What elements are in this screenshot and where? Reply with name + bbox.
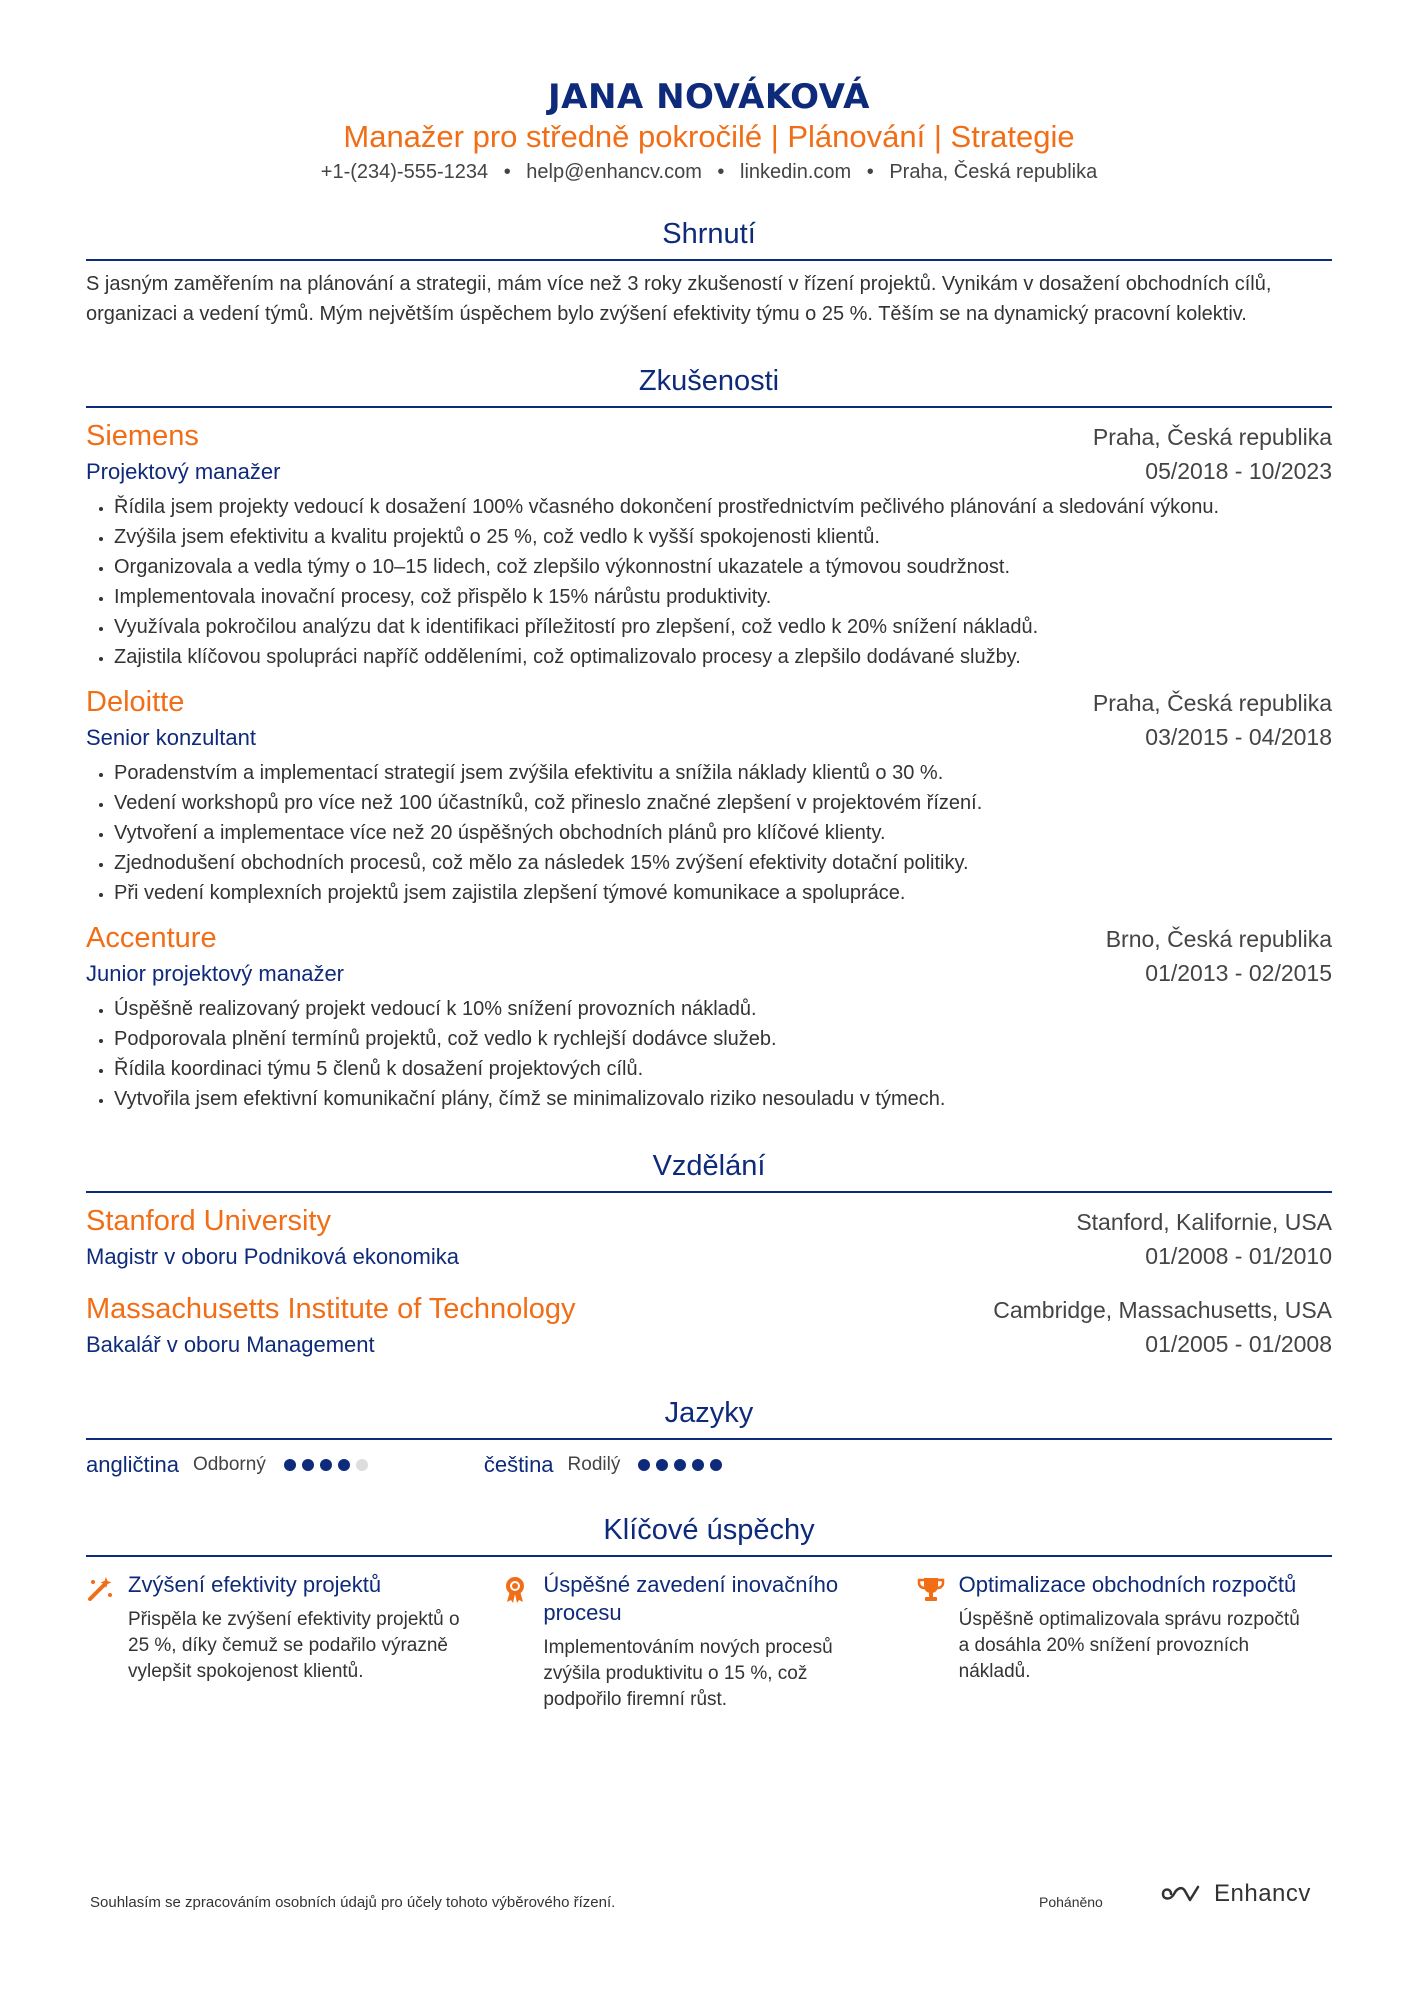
phone: +1-(234)-555-1234	[320, 161, 489, 183]
achievement-text: Přispěla ke zvýšení efektivity projektů o 25 %, díky čemuž se podařilo výrazně vylepšit spokojenost klientů.	[128, 1609, 460, 1682]
rating-dot-filled	[656, 1459, 668, 1471]
bullet: • Vytvoření a implementace více než 20 úspěšných obchodních plánů pro klíčové klienty.	[114, 818, 1332, 848]
degree: Bakalář v oboru Management	[86, 1332, 375, 1357]
degree: Magistr v oboru Podniková ekonomika	[86, 1244, 459, 1269]
bullet: • Implementovala inovační procesy, což přispělo k 15% nárůstu produktivity.	[114, 582, 1332, 612]
section-title-education: Vzdělání	[86, 1148, 1332, 1193]
rating-dot-filled	[320, 1459, 332, 1471]
powered-by-label: Poháněno	[1039, 1894, 1103, 1910]
job-title: Senior konzultant	[86, 725, 256, 750]
section-title-experience: Zkušenosti	[86, 363, 1332, 408]
summary-section	[86, 216, 1332, 329]
experience-section	[86, 363, 1332, 1114]
job-bullets	[86, 758, 1332, 908]
school-location: Cambridge, Massachusetts, USA	[993, 1297, 1332, 1323]
section-title-achievements: Klíčové úspěchy	[86, 1512, 1332, 1557]
job-bullets	[86, 492, 1332, 672]
rating-dot-filled	[284, 1459, 296, 1471]
rating-dot-filled	[674, 1459, 686, 1471]
school-name: Stanford University	[86, 1205, 331, 1237]
education-dates: 01/2008 - 01/2010	[1145, 1243, 1332, 1269]
bullet: • Organizovala a vedla týmy o 10–15 lidech, což zlepšilo výkonnostní ukazatele a týmovou soudržnost.	[114, 552, 1332, 582]
headline: Manažer pro středně pokročilé | Plánování | Strategie	[343, 119, 1075, 154]
company-name: Accenture	[86, 922, 217, 954]
bullet: • Úspěšně realizovaný projekt vedoucí k 10% snížení provozních nákladů.	[114, 994, 1332, 1024]
bullet: • Vytvořila jsem efektivní komunikační plány, čímž se minimalizovalo riziko nesouladu v týmech.	[114, 1084, 1332, 1114]
award-ribbon-icon	[501, 1575, 531, 1713]
separator: •	[717, 161, 725, 183]
rating-dot-filled	[302, 1459, 314, 1471]
job-dates: 01/2013 - 02/2015	[1145, 960, 1332, 986]
achievement-item	[917, 1571, 1306, 1713]
language-item	[484, 1452, 729, 1478]
achievement-title: Optimalizace obchodních rozpočtů	[958, 1572, 1297, 1597]
language-level: Odborný	[192, 1454, 266, 1475]
job-location: Praha, Česká republika	[1092, 424, 1332, 450]
achievement-text: Implementováním nových procesů zvýšila produktivitu o 15 %, což podpořilo firemní růst.	[543, 1637, 833, 1710]
linkedin-link[interactable]: linkedin.com	[740, 161, 852, 183]
job-location: Brno, Česká republika	[1105, 926, 1332, 952]
bullet: • Poradenstvím a implementací strategií jsem zvýšila efektivitu a snížila náklady klientů o 30 %.	[114, 758, 1332, 788]
achievements-section	[86, 1512, 1332, 1713]
infinity-logo-icon	[1160, 1883, 1204, 1905]
bullet: • Zajistila klíčovou spolupráci napříč odděleními, což optimalizovalo procesy a zlepšilo dodávané služby.	[114, 642, 1332, 672]
bullet: • Řídila jsem projekty vedoucí k dosažení 100% včasného dokončení prostřednictvím pečlivého plánování a sledování výkonu.	[114, 492, 1332, 522]
company-name: Siemens	[86, 420, 199, 452]
language-name: čeština	[483, 1452, 554, 1477]
language-item	[86, 1452, 374, 1478]
language-level: Rodilý	[567, 1454, 621, 1475]
achievement-title: Zvýšení efektivity projektů	[128, 1572, 382, 1597]
language-list	[86, 1452, 1332, 1478]
job-location: Praha, Česká republika	[1092, 690, 1332, 716]
bullet: • Zvýšila jsem efektivitu a kvalitu projektů o 25 %, což vedlo k vyšší spokojenosti klientů.	[114, 522, 1332, 552]
languages-section	[86, 1395, 1332, 1478]
rating-dot-filled	[692, 1459, 704, 1471]
rating-dot-filled	[638, 1459, 650, 1471]
education-dates: 01/2005 - 01/2008	[1145, 1331, 1332, 1357]
achievement-title: Úspěšné zavedení inovačního procesu	[543, 1572, 839, 1625]
bullet: • Při vedení komplexních projektů jsem zajistila zlepšení týmové komunikace a spolupráce.	[114, 878, 1332, 908]
consent-note: Souhlasím se zpracováním osobních údajů pro účely tohoto výběrového řízení.	[90, 1894, 616, 1911]
email-link[interactable]: help@enhancv.com	[526, 161, 702, 183]
experience-entry	[86, 418, 1332, 672]
brand-name: Enhancv	[1214, 1880, 1311, 1907]
address: Praha, Česká republika	[889, 161, 1098, 183]
experience-entry	[86, 920, 1332, 1114]
achievement-item	[501, 1571, 890, 1713]
job-title: Projektový manažer	[86, 459, 281, 484]
bullet: • Využívala pokročilou analýzu dat k identifikaci příležitostí pro zlepšení, což vedlo k 20% snížení nákladů.	[114, 612, 1332, 642]
summary-text: S jasným zaměřením na plánování a strategii, mám více než 3 roky zkušeností v řízení projektů. Vynikám v dosažení obchodních cílů, organizaci a vedení týmů. Mým největším úspěchem bylo zvýšení efektivity týmu o 25 %. Těším se na dynamický pracovní kolektiv.	[86, 273, 1272, 325]
language-rating	[284, 1459, 374, 1471]
language-name: angličtina	[86, 1452, 179, 1477]
job-bullets	[86, 994, 1332, 1114]
school-location: Stanford, Kalifornie, USA	[1076, 1209, 1332, 1235]
bullet: • Řídila koordinaci týmu 5 členů k dosažení projektových cílů.	[114, 1054, 1332, 1084]
separator: •	[866, 161, 874, 183]
resume-page	[86, 0, 1332, 1995]
bullet: • Podporovala plnění termínů projektů, což vedlo k rychlejší dodávce služeb.	[114, 1024, 1332, 1054]
education-section	[86, 1148, 1332, 1361]
magic-wand-icon	[86, 1575, 116, 1713]
bullet: • Zjednodušení obchodních procesů, což mělo za následek 15% zvýšení efektivity dotační politiky.	[114, 848, 1332, 878]
school-name: Massachusetts Institute of Technology	[86, 1293, 576, 1325]
section-title-languages: Jazyky	[86, 1395, 1332, 1440]
achievement-list	[86, 1571, 1332, 1713]
enhancv-logo[interactable]	[1160, 1880, 1311, 1908]
candidate-name: JANA NOVÁKOVÁ	[548, 77, 870, 117]
job-dates: 05/2018 - 10/2023	[1145, 458, 1332, 484]
education-entry	[86, 1203, 1332, 1273]
rating-dot-filled	[710, 1459, 722, 1471]
trophy-icon	[917, 1575, 947, 1713]
bullet: • Vedení workshopů pro více než 100 účastníků, což přineslo značné zlepšení v projektovém řízení.	[114, 788, 1332, 818]
contact-line	[86, 158, 1332, 186]
section-title-summary: Shrnutí	[86, 216, 1332, 261]
company-name: Deloitte	[86, 686, 185, 718]
job-title: Junior projektový manažer	[86, 961, 345, 986]
education-entry	[86, 1291, 1332, 1361]
experience-entry	[86, 684, 1332, 908]
achievement-item	[86, 1571, 475, 1713]
rating-dot-filled	[338, 1459, 350, 1471]
job-dates: 03/2015 - 04/2018	[1145, 724, 1332, 750]
rating-dot-empty	[356, 1459, 368, 1471]
language-rating	[638, 1459, 728, 1471]
achievement-text: Úspěšně optimalizovala správu rozpočtů a dosáhla 20% snížení provozních nákladů.	[958, 1609, 1300, 1682]
separator: •	[503, 161, 511, 183]
